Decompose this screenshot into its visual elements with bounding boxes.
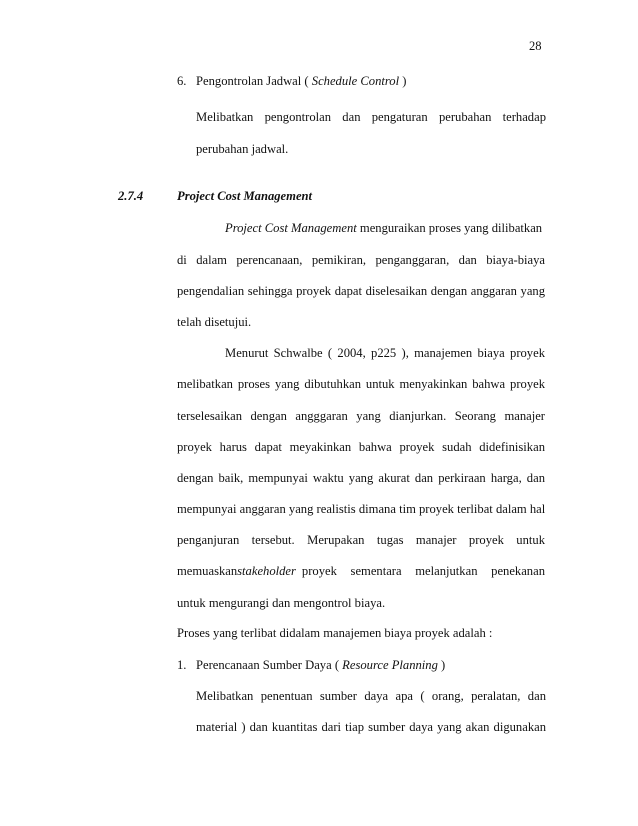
paragraph-text: menguraikan proses yang dilibatkan xyxy=(356,221,543,235)
paragraph-text: memuaskan xyxy=(177,564,238,578)
paragraph-line: penganjuran tersebut. Merupakan tugas manajer proyek untuk xyxy=(177,533,545,547)
list-item-title-end: ) xyxy=(437,658,446,672)
paragraph-line: dengan baik, mempunyai waktu yang akurat dan perkiraan harga, dan xyxy=(177,471,545,485)
list-item-title-italic: Resource Planning xyxy=(342,658,438,672)
list-item-title-end: ) xyxy=(399,74,407,88)
list-item-number: 6. xyxy=(177,74,187,88)
paragraph-first-line: Menurut Schwalbe ( 2004, p225 ), manajemen biaya proyek xyxy=(225,346,545,360)
paragraph-text: proyek sementara melanjutkan penekanan xyxy=(301,564,545,578)
list-item-title xyxy=(196,74,406,89)
list-item-body-line: perubahan jadwal. xyxy=(196,142,289,156)
italic-term: stakeholder xyxy=(237,564,296,578)
paragraph-line: terselesaikan dengan angggaran yang dianjurkan. Seorang manajer xyxy=(177,409,545,423)
list-item-title-text: Pengontrolan Jadwal ( xyxy=(196,74,312,88)
list-item-number: 1. xyxy=(177,658,187,672)
paragraph-first-line xyxy=(225,221,542,236)
page-number: 28 xyxy=(529,39,542,53)
paragraph-line xyxy=(177,564,545,579)
paragraph-line: untuk mengurangi dan mengontrol biaya. xyxy=(177,596,386,610)
paragraph-line: telah disetujui. xyxy=(177,315,252,329)
list-item-body-line: material ) dan kuantitas dari tiap sumber daya yang akan digunakan xyxy=(196,720,546,734)
paragraph-line: di dalam perencanaan, pemikiran, penganggaran, dan biaya-biaya xyxy=(177,253,545,267)
paragraph-line: mempunyai anggaran yang realistis dimana tim proyek terlibat dalam hal xyxy=(177,502,546,516)
section-title: Project Cost Management xyxy=(177,189,313,203)
list-item-body-line: Melibatkan pengontrolan dan pengaturan perubahan terhadap xyxy=(196,110,546,124)
section-number: 2.7.4 xyxy=(118,189,144,203)
paragraph-line: pengendalian sehingga proyek dapat diselesaikan dengan anggaran yang xyxy=(177,284,545,298)
list-item-body-line: Melibatkan penentuan sumber daya apa ( orang, peralatan, dan xyxy=(196,689,546,703)
list-item-title xyxy=(196,658,445,673)
paragraph-line: melibatkan proses yang dibutuhkan untuk menyakinkan bahwa proyek xyxy=(177,377,545,391)
list-item-title-italic: Schedule Control xyxy=(311,74,400,88)
list-item-title-text: Perencanaan Sumber Daya ( xyxy=(196,658,343,672)
paragraph-line: proyek harus dapat meyakinkan bahwa proyek sudah didefinisikan xyxy=(177,440,545,454)
process-intro: Proses yang terlibat didalam manajemen biaya proyek adalah : xyxy=(177,626,493,640)
italic-term: Project Cost Management xyxy=(225,221,357,235)
